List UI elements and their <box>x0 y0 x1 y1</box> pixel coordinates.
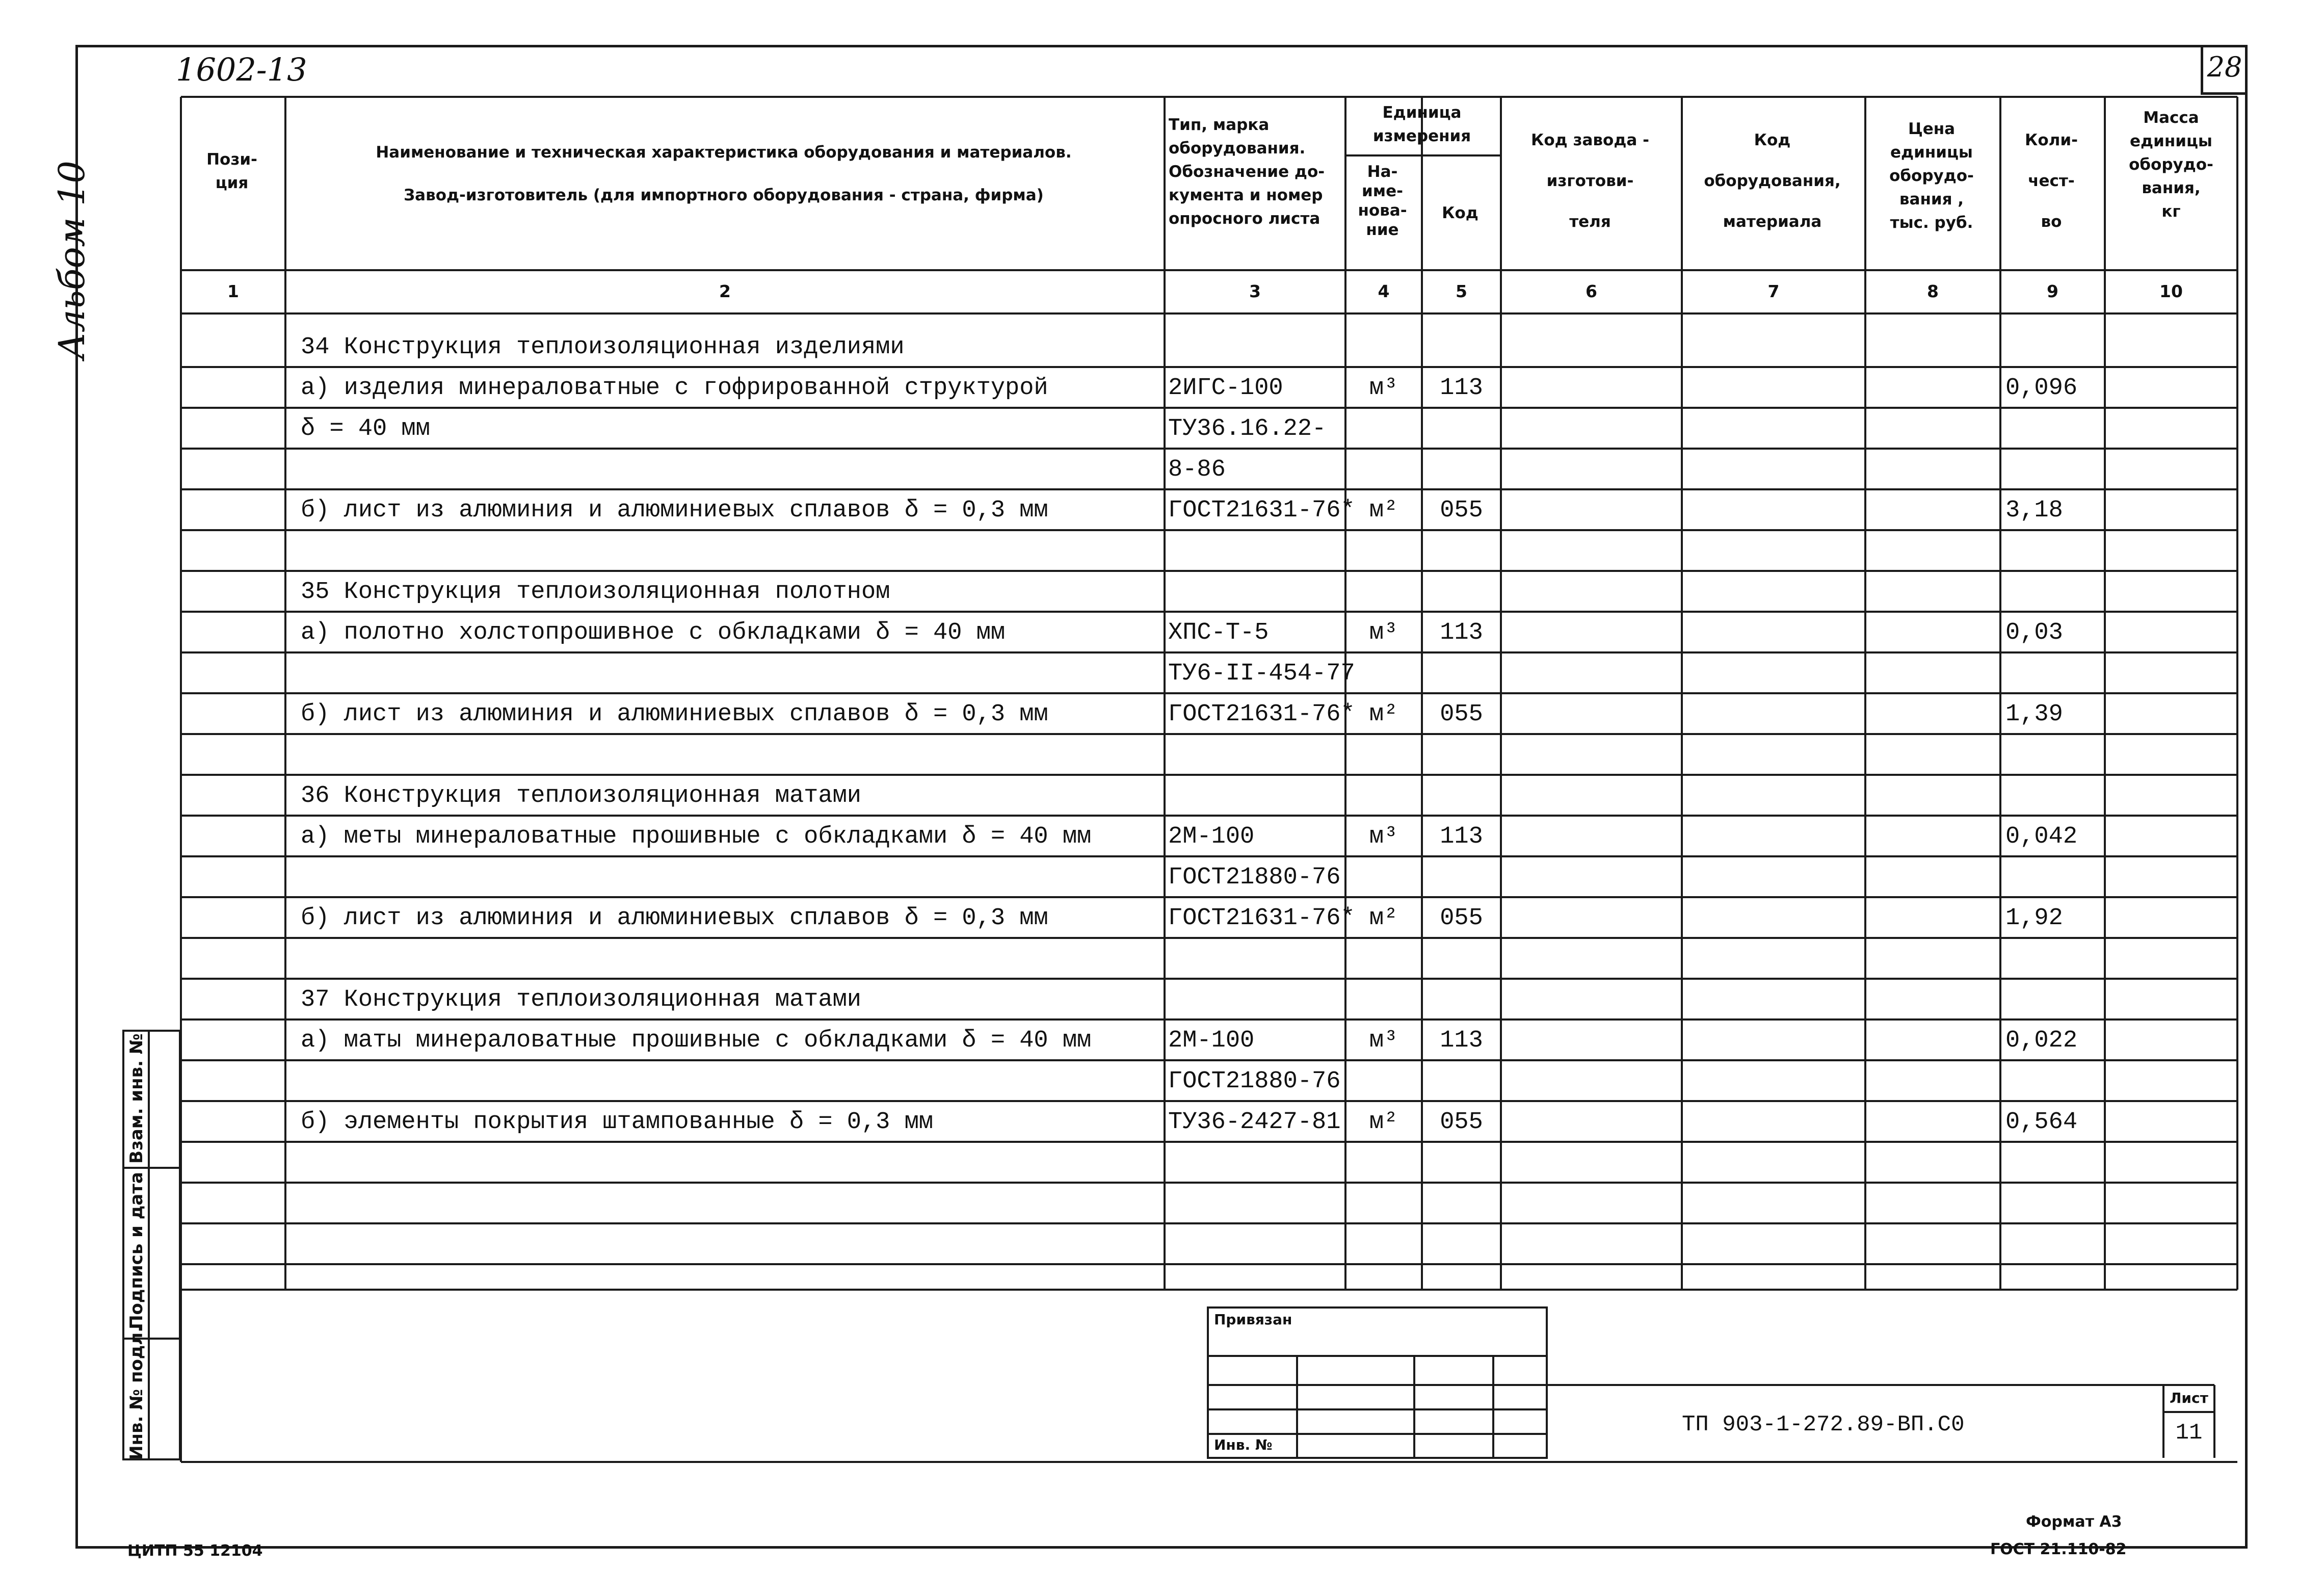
row-unit: м² <box>1369 1109 1398 1136</box>
row-quantity: 0,022 <box>2005 1027 2078 1054</box>
row-type: ГОСТ21631-76* <box>1168 497 1355 524</box>
footer-gost: ГОСТ 21.110-82 <box>1990 1540 2127 1558</box>
row-type: ГОСТ21880-76 <box>1168 864 1341 891</box>
row-unit: м³ <box>1369 1027 1398 1054</box>
row-unit: м² <box>1369 905 1398 932</box>
row-name: а) изделия минераловатные с гофрированной структурой <box>301 375 1048 402</box>
column-number: 7 <box>1767 281 1780 301</box>
header-type: Тип, марка оборудования. Обозначение до- кумента и номер опросного листа <box>1169 116 1325 228</box>
row-name: б) лист из алюминия и алюминиевых сплавов δ = 0,3 мм <box>301 701 1048 728</box>
row-type: ГОСТ21631-76* <box>1168 701 1355 728</box>
row-unit-code: 055 <box>1440 1109 1483 1136</box>
row-name: б) лист из алюминия и алюминиевых сплавов δ = 0,3 мм <box>301 905 1048 932</box>
side-stamp-replace: Взам. инв. № <box>126 1033 147 1164</box>
row-unit-code: 113 <box>1440 375 1483 402</box>
header-unit-group: Единица измерения <box>1372 103 1471 145</box>
row-unit: м³ <box>1369 619 1398 646</box>
row-name: а) меты минераловатные прошивные с обкладками δ = 40 мм <box>301 823 1092 850</box>
footer-format: Формат А3 <box>2026 1513 2122 1531</box>
row-type: 2М-100 <box>1168 1027 1255 1054</box>
side-stamp-signature: Подпись и дата <box>126 1172 147 1329</box>
row-unit-code: 113 <box>1440 823 1483 850</box>
header-name-line2: Завод-изготовитель (для импортного оборудования - страна, фирма) <box>404 186 1044 204</box>
row-name: б) элементы покрытия штампованные δ = 0,3 мм <box>301 1109 934 1136</box>
column-number: 5 <box>1456 281 1467 301</box>
header-unit-name: На- име- нова- ние <box>1358 163 1407 239</box>
row-unit-code: 055 <box>1440 701 1483 728</box>
row-unit: м² <box>1369 701 1398 728</box>
row-unit-code: 113 <box>1440 1027 1483 1054</box>
row-quantity: 0,564 <box>2005 1109 2078 1136</box>
stamp-sheet-label: Лист <box>2170 1390 2208 1406</box>
column-number: 6 <box>1586 281 1597 301</box>
column-number: 8 <box>1927 281 1939 301</box>
row-unit-code: 113 <box>1440 619 1483 646</box>
header-unit-code: Код <box>1442 204 1478 222</box>
row-type: ГОСТ21631-76* <box>1168 905 1355 932</box>
row-name: б) лист из алюминия и алюминиевых сплавов δ = 0,3 мм <box>301 497 1048 524</box>
corner-code: 1602-13 <box>176 51 307 88</box>
header-price: Цена единицы оборудо- вания , тыс. руб. <box>1889 120 1974 232</box>
column-number: 4 <box>1378 281 1390 301</box>
header-equipment-code: Код оборудования, материала <box>1704 131 1841 231</box>
column-number: 10 <box>2159 281 2183 301</box>
page-number: 28 <box>2207 51 2242 83</box>
header-plant-code: Код завода - изготови- теля <box>1531 131 1649 231</box>
row-type: 2ИГС-100 <box>1168 375 1283 402</box>
row-name: а) маты минераловатные прошивные с обкладками δ = 40 мм <box>301 1027 1092 1054</box>
row-type: ТУ36.16.22- <box>1168 415 1327 442</box>
row-name: 36 Конструкция теплоизоляционная матами <box>301 782 861 809</box>
row-type: ХПС-Т-5 <box>1168 619 1269 646</box>
header-mass: Масса единицы оборудо- вания, кг <box>2129 109 2213 221</box>
stamp-sheet-number: 11 <box>2175 1420 2203 1446</box>
row-quantity: 1,39 <box>2005 701 2063 728</box>
row-type: 2М-100 <box>1168 823 1255 850</box>
row-unit: м³ <box>1369 823 1398 850</box>
header-name-line1: Наименование и техническая характеристика оборудования и материалов. <box>376 143 1072 162</box>
album-label: Альбом 10 <box>51 161 93 359</box>
row-unit: м² <box>1369 497 1398 524</box>
row-name: δ = 40 мм <box>301 415 430 442</box>
header-position: Пози- ция <box>206 150 257 192</box>
row-name: 37 Конструкция теплоизоляционная матами <box>301 986 861 1013</box>
row-name: а) полотно холстопрошивное с обкладками δ = 40 мм <box>301 619 1006 646</box>
stamp-bound-label: Привязан <box>1214 1311 1292 1328</box>
row-type: ТУ6-II-454-77 <box>1168 660 1355 687</box>
row-type: ТУ36-2427-81 <box>1168 1109 1341 1136</box>
row-name: 35 Конструкция теплоизоляционная полотном <box>301 579 890 606</box>
row-unit-code: 055 <box>1440 497 1483 524</box>
stamp-inv-label: Инв. № <box>1214 1436 1273 1453</box>
row-type: 8-86 <box>1168 456 1226 483</box>
footer-left-code: ЦИТП 55 12104 <box>127 1542 263 1560</box>
row-unit: м³ <box>1369 375 1398 402</box>
row-quantity: 1,92 <box>2005 905 2063 932</box>
row-type: ГОСТ21880-76 <box>1168 1068 1341 1095</box>
stamp-document-code: ТП 903-1-272.89-ВП.С0 <box>1682 1412 1965 1437</box>
side-stamp-inventory: Инв. № подл. <box>126 1325 147 1460</box>
row-quantity: 0,042 <box>2005 823 2078 850</box>
row-quantity: 0,096 <box>2005 375 2078 402</box>
column-number: 9 <box>2047 281 2058 301</box>
row-name: 34 Конструкция теплоизоляционная изделиями <box>301 334 905 361</box>
row-quantity: 3,18 <box>2005 497 2063 524</box>
header-quantity: Коли- чест- во <box>2025 131 2078 231</box>
row-quantity: 0,03 <box>2005 619 2063 646</box>
column-number: 2 <box>719 281 731 301</box>
row-unit-code: 055 <box>1440 905 1483 932</box>
column-number: 3 <box>1249 281 1261 301</box>
column-number: 1 <box>227 281 239 301</box>
